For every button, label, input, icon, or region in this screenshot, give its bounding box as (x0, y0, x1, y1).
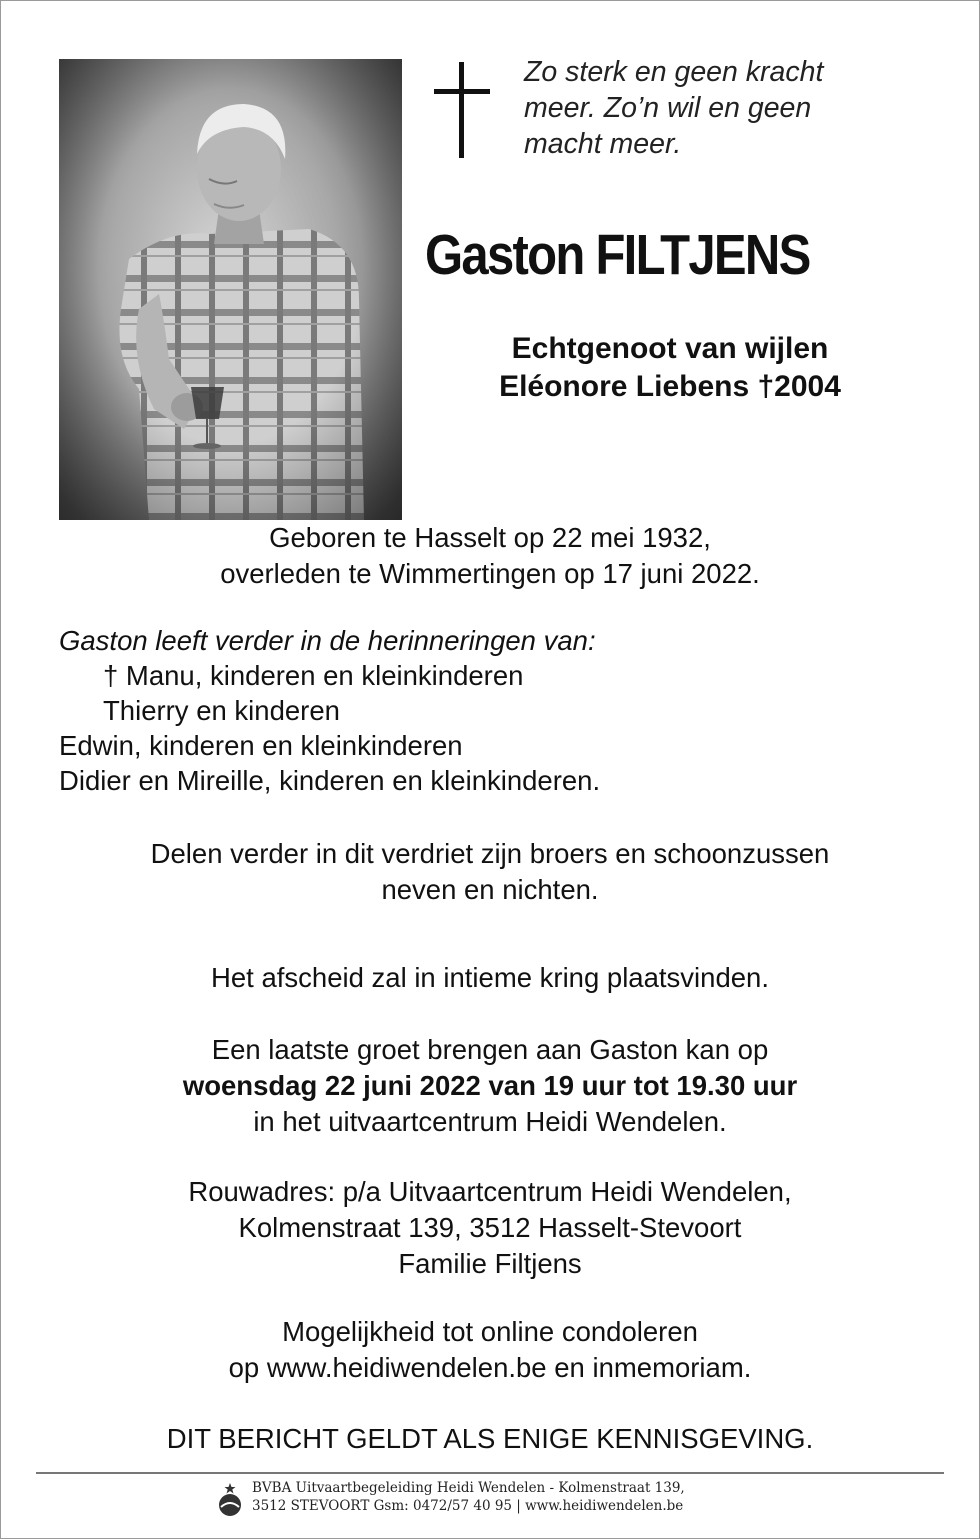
footer-info (252, 1479, 812, 1515)
sharing-section (40, 836, 940, 908)
cross-icon (430, 62, 494, 158)
online-line: Mogelijkheid tot online condoleren (282, 1316, 698, 1347)
footer-line: 3512 STEVOORT Gsm: 0472/57 40 95 | www.heidiwendelen.be (252, 1498, 684, 1514)
family-member: † Manu, kinderen en kleinkinderen (103, 660, 524, 691)
address-line: Rouwadres: p/a Uitvaartcentrum Heidi Wendelen, (188, 1176, 792, 1207)
visit-location: in het uitvaartcentrum Heidi Wendelen. (253, 1106, 727, 1137)
sharing-line: Delen verder in dit verdriet zijn broers en schoonzussen (150, 838, 830, 869)
family-member: Didier en Mireille, kinderen en kleinkinderen. (59, 765, 601, 796)
farewell-line: Het afscheid zal in intieme kring plaatsvinden. (211, 962, 769, 993)
memories-intro: Gaston leeft verder in de herinneringen van: (59, 625, 596, 656)
portrait-photo (59, 59, 402, 520)
birth-line: Geboren te Hasselt op 22 mei 1932, (269, 522, 711, 553)
family-member: Thierry en kinderen (103, 695, 340, 726)
family-member: Edwin, kinderen en kleinkinderen (59, 730, 463, 761)
footer-line: BVBA Uitvaartbegeleiding Heidi Wendelen - Kolmenstraat 139, (252, 1480, 685, 1496)
spouse-line: Echtgenoot van wijlen (511, 332, 829, 365)
deceased-name: Gaston FILTJENS (425, 223, 810, 287)
birth-death-info (40, 520, 940, 592)
visit-date: woensdag 22 juni 2022 van 19 uur tot 19.30 uur (182, 1070, 798, 1101)
memories-section (59, 623, 939, 798)
address-line: Kolmenstraat 139, 3512 Hasselt-Stevoort (238, 1212, 742, 1243)
spouse-info (420, 330, 920, 406)
address-section (40, 1174, 940, 1282)
quote-line: Zo sterk en geen kracht (524, 56, 824, 88)
quote-line: macht meer. (524, 128, 682, 160)
visit-section (40, 1032, 940, 1140)
online-condolences (40, 1314, 940, 1386)
death-line: overleden te Wimmertingen op 17 juni 2022. (220, 558, 760, 589)
address-line: Familie Filtjens (398, 1248, 582, 1279)
online-line: op www.heidiwendelen.be en inmemoriam. (228, 1352, 752, 1383)
sharing-line: neven en nichten. (381, 874, 599, 905)
footer-divider (36, 1472, 944, 1474)
quote-line: meer. Zo’n wil en geen (524, 92, 812, 124)
notice-line: DIT BERICHT GELDT ALS ENIGE KENNISGEVING. (166, 1423, 814, 1454)
quote (524, 54, 944, 162)
visit-line: Een laatste groet brengen aan Gaston kan op (211, 1034, 769, 1065)
spouse-line: Eléonore Liebens †2004 (499, 370, 841, 403)
funeral-home-logo-icon (215, 1481, 245, 1517)
